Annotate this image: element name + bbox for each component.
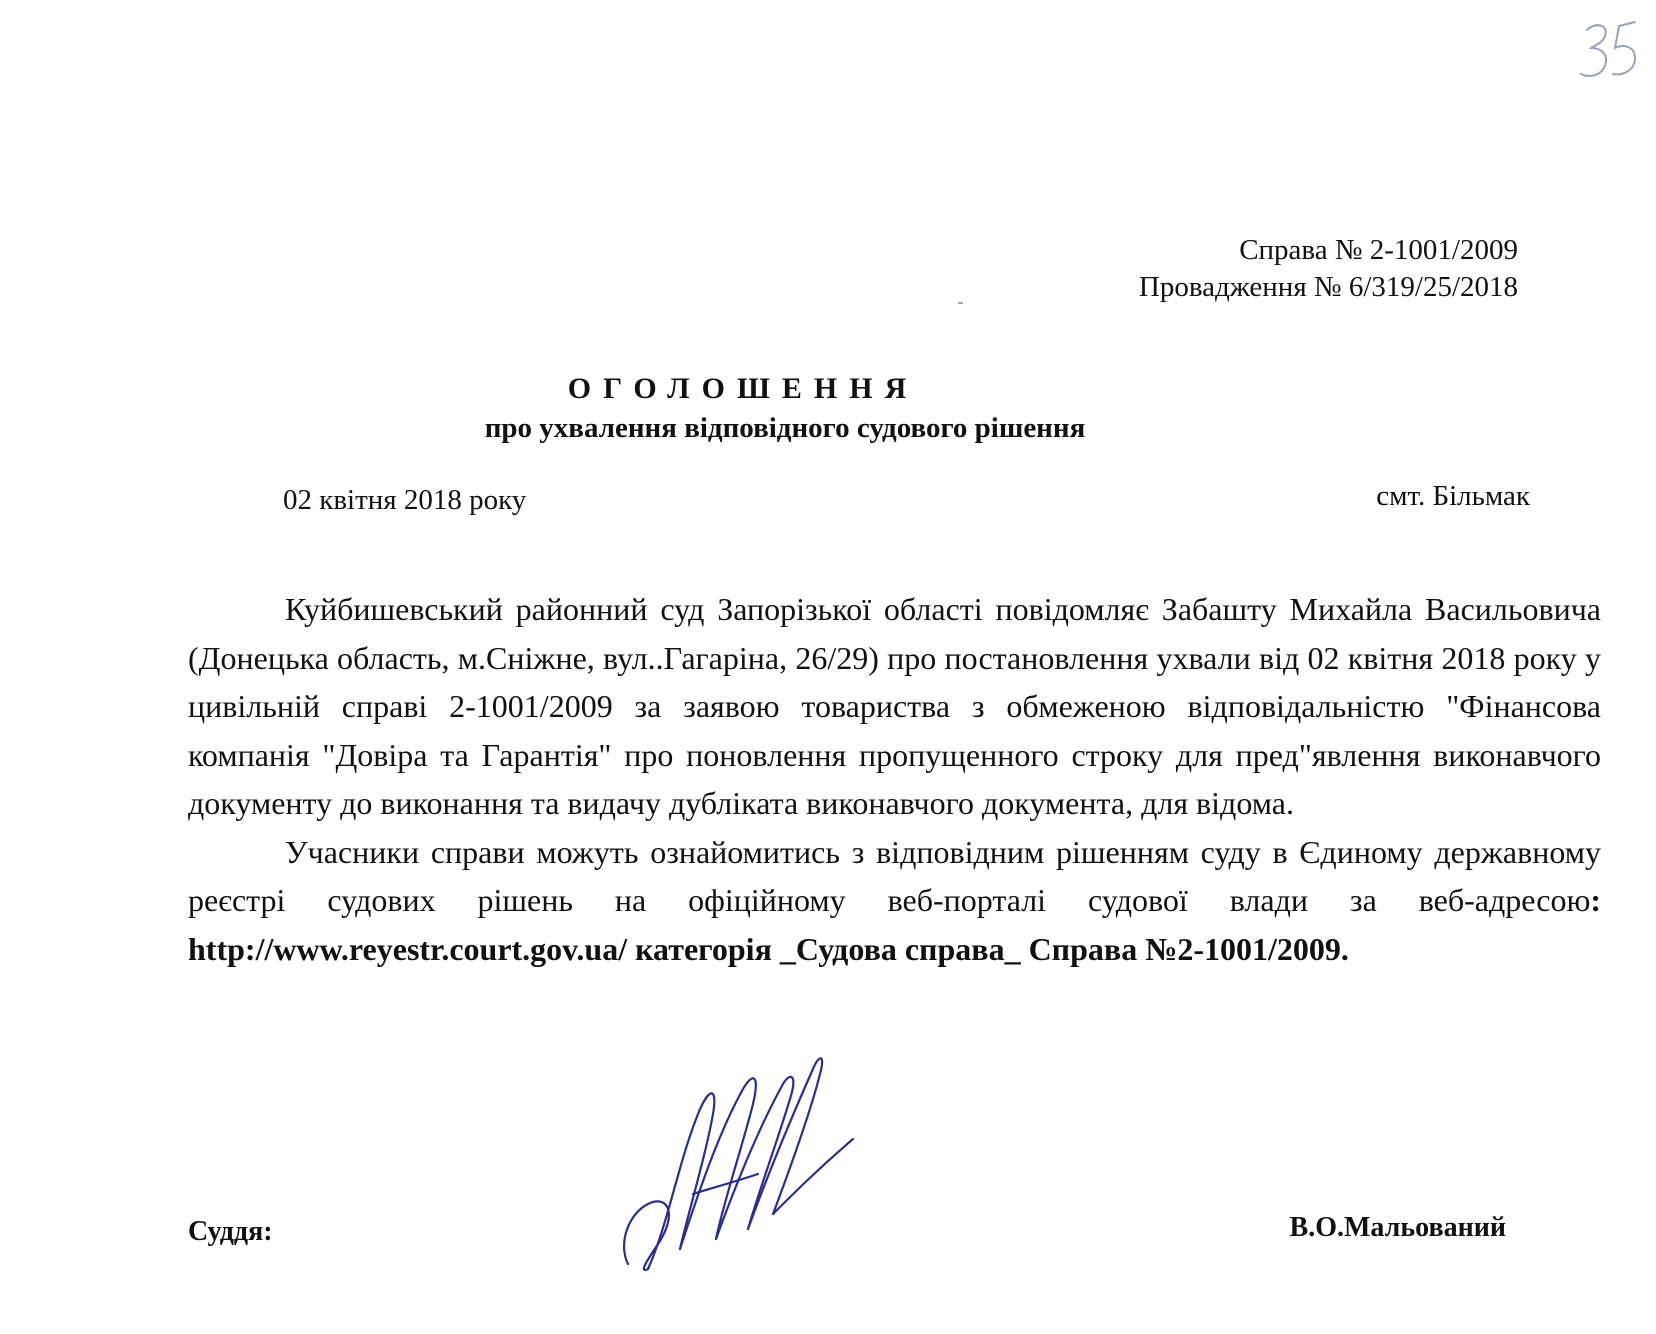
handwritten-page-number (1575, 18, 1645, 98)
judge-label: Суддя: (188, 1216, 273, 1247)
registry-link-and-category: : http://www.reyestr.court.gov.ua/ категорія _Судова справа_ Справа №2-1001/2009. (188, 882, 1601, 967)
paragraph-notice: Куйбишевський районний суд Запорізької області повідомляє Забашту Михайла Васильовича (Донецька область, м.Сніжне, вул..Гагаріна, 26/29) про постановлення ухвали від 02 квітня 2018 року у цивільній справі 2-1001/2009 за заявою товариства з обмеженою відповідальністю "Фінансова компанія "Довіра та Гарантія" про поновлення пропущенного строку для пред"явлення виконавчого документу до виконання та видачу дубліката виконавчого документа, для відома. (188, 591, 1601, 821)
document-date: 02 квітня 2018 року (283, 484, 527, 516)
document-place: смт. Більмак (1376, 480, 1530, 512)
document-subtitle: про ухвалення відповідного судового рішення (484, 412, 1086, 444)
proceeding-number: Провадження № 6/319/25/2018 (1138, 271, 1518, 303)
scan-speck (958, 302, 963, 304)
paragraph-registry (188, 828, 1601, 974)
document-title: ОГОЛОШЕННЯ (567, 372, 919, 405)
judge-name: В.О.Мальований (1289, 1212, 1506, 1243)
case-number: Справа № 2-1001/2009 (1239, 234, 1518, 266)
registry-text: Учасники справи можуть ознайомитись з відповідним рішенням суду в Єдиному державному реєстрі судових рішень на офіційному веб-порталі судової влади за веб-адресою (188, 833, 1601, 918)
case-number-block (1139, 232, 1518, 306)
announcement-body (188, 585, 1601, 973)
judge-signature (618, 1044, 868, 1284)
